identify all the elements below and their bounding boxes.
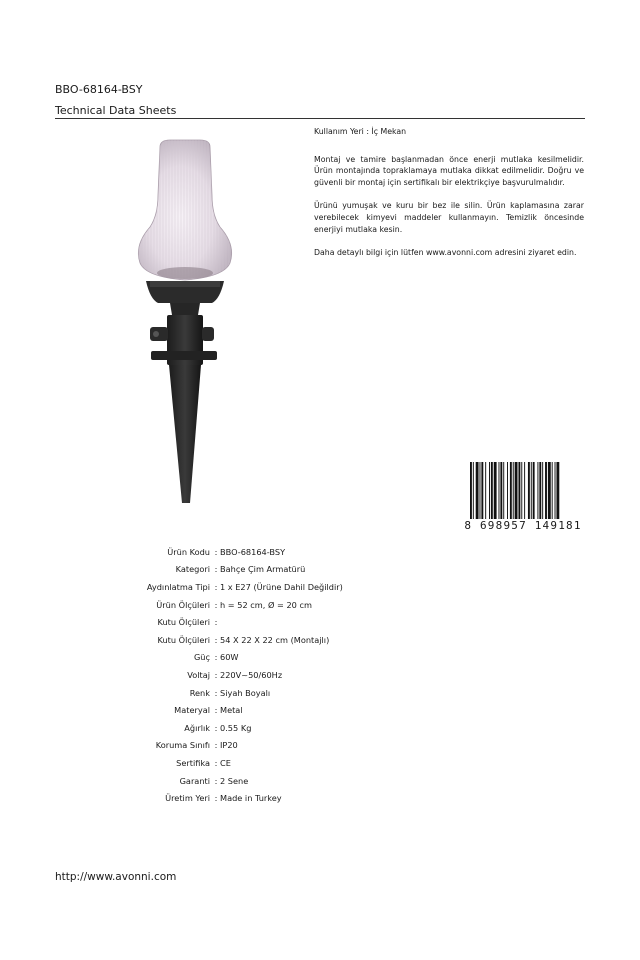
spec-label: Materyal: [174, 705, 210, 716]
barcode-bar: [533, 462, 535, 520]
spec-label: Ağırlık: [184, 722, 210, 733]
spec-value: CE: [220, 757, 231, 768]
product-code-title: BBO-68164-BSY: [55, 83, 143, 96]
spec-value: Made in Turkey: [220, 793, 282, 804]
footer-url: http://www.avonni.com: [55, 871, 177, 883]
barcode-bar: [513, 462, 514, 520]
spec-label: Kategori: [175, 564, 210, 575]
safety-paragraph: Montaj ve tamire başlanmadan önce enerji mutlaka kesilmelidir. Ürün montajında topraklamaya mutlaka dikkat edilmelidir. Doğru ve güvenli bir montaj için sertifikalı bir elektrikçiye başvurulmalıdır.: [314, 154, 584, 187]
product-image: [120, 135, 250, 510]
spec-label: Renk: [189, 687, 210, 698]
barcode-bar: [531, 462, 532, 520]
spec-separator: :: [214, 564, 218, 575]
spec-row: [60, 561, 560, 579]
cleaning-paragraph: Ürünü yumuşak ve kuru bir bez ile silin. Ürün kaplamasına zarar verebilecek kimyevi maddeler kullanmayın. Temizlik öncesinde enerjiyi mutlaka kesin.: [314, 201, 584, 234]
barcode-bar: [518, 462, 520, 520]
barcode-bar: [470, 462, 472, 526]
spec-label: Voltaj: [187, 669, 210, 680]
usage-location: Kullanım Yeri : İç Mekan: [314, 127, 407, 136]
spec-label: Sertifika: [176, 757, 210, 768]
spec-label: Ürün Kodu: [167, 546, 210, 557]
spec-label: Güç: [193, 652, 210, 663]
spec-value: Siyah Boyalı: [220, 687, 271, 698]
spec-row: [60, 737, 560, 755]
spec-row: [60, 701, 560, 719]
spec-value: 54 X 22 X 22 cm (Montajlı): [220, 634, 330, 645]
product-description: [314, 126, 584, 271]
spec-separator: :: [214, 581, 218, 592]
spec-value: 2 Sene: [220, 775, 249, 786]
barcode-bar: [507, 462, 508, 520]
barcode-bar: [510, 462, 512, 520]
spec-row: [60, 578, 560, 596]
spec-separator: :: [214, 599, 218, 610]
spec-separator: :: [214, 617, 218, 628]
spec-label: Kutu Ölçüleri: [157, 617, 210, 628]
spec-table: [60, 543, 560, 807]
spec-separator: :: [214, 740, 218, 751]
barcode-bar: [521, 462, 522, 520]
barcode-bar: [481, 462, 483, 520]
barcode-bar: [499, 462, 500, 520]
barcode-bar: [485, 462, 486, 520]
spec-value: 220V~50/60Hz: [220, 669, 283, 680]
spec-label: Aydınlatma Tipi: [146, 581, 210, 592]
barcode-bar: [545, 462, 547, 520]
barcode-bar: [528, 462, 530, 520]
barcode-bar: [539, 462, 541, 520]
barcode: [460, 462, 586, 534]
barcode-bar: [503, 462, 504, 520]
barcode-bar: [480, 462, 481, 520]
barcode-bars: [460, 462, 586, 526]
spec-value: BBO-68164-BSY: [220, 546, 286, 557]
spec-row: [60, 631, 560, 649]
info-paragraph: Daha detaylı bilgi için lütfen www.avonni.com adresini ziyaret edin.: [314, 248, 577, 258]
spec-separator: :: [214, 722, 218, 733]
spec-row: [60, 666, 560, 684]
barcode-bar: [555, 462, 556, 520]
barcode-bar: [491, 462, 493, 520]
spec-row: [60, 543, 560, 561]
spec-row: [60, 789, 560, 807]
barcode-bar: [494, 462, 497, 520]
spec-label: Üretim Yeri: [165, 793, 210, 804]
spec-separator: :: [214, 687, 218, 698]
spec-separator: :: [214, 775, 218, 786]
barcode-bar: [542, 462, 543, 520]
spec-label: Garanti: [179, 775, 210, 786]
spec-value: 1 x E27 (Ürüne Dahil Değildir): [220, 581, 343, 592]
spec-row: [60, 649, 560, 667]
spec-value: IP20: [220, 740, 238, 751]
spec-value: h = 52 cm, Ø = 20 cm: [220, 599, 312, 610]
spec-label: Kutu Ölçüleri: [157, 634, 210, 645]
barcode-bar: [500, 462, 502, 520]
barcode-bar: [515, 462, 518, 526]
spec-value: 0.55 Kg: [220, 722, 252, 733]
spec-label: Ürün Ölçüleri: [156, 599, 210, 610]
spec-row: [60, 754, 560, 772]
header-divider: [55, 118, 585, 119]
document-subtitle: Technical Data Sheets: [55, 104, 177, 117]
spec-row: [60, 613, 560, 631]
barcode-bar: [476, 462, 479, 520]
document-header: [55, 82, 585, 118]
barcode-bar: [473, 462, 474, 526]
spec-value: 60W: [220, 652, 239, 663]
barcode-bar: [537, 462, 538, 520]
spec-value: Bahçe Çim Armatürü: [220, 564, 306, 575]
spec-row: [60, 684, 560, 702]
spec-separator: :: [214, 705, 218, 716]
spec-separator: :: [214, 793, 218, 804]
spec-separator: :: [214, 546, 218, 557]
spec-row: [60, 596, 560, 614]
spec-separator: :: [214, 652, 218, 663]
barcode-bar: [556, 462, 559, 526]
barcode-digits: 8 698957 149181: [460, 519, 586, 533]
spec-row: [60, 772, 560, 790]
barcode-bar: [548, 462, 551, 520]
spec-value: Metal: [220, 705, 243, 716]
barcode-bar: [552, 462, 553, 520]
spec-label: Koruma Sınıfı: [155, 740, 210, 751]
spec-row: [60, 719, 560, 737]
barcode-bar: [524, 462, 525, 520]
spec-separator: :: [214, 757, 218, 768]
spec-separator: :: [214, 669, 218, 680]
spec-separator: :: [214, 634, 218, 645]
barcode-bar: [489, 462, 490, 520]
